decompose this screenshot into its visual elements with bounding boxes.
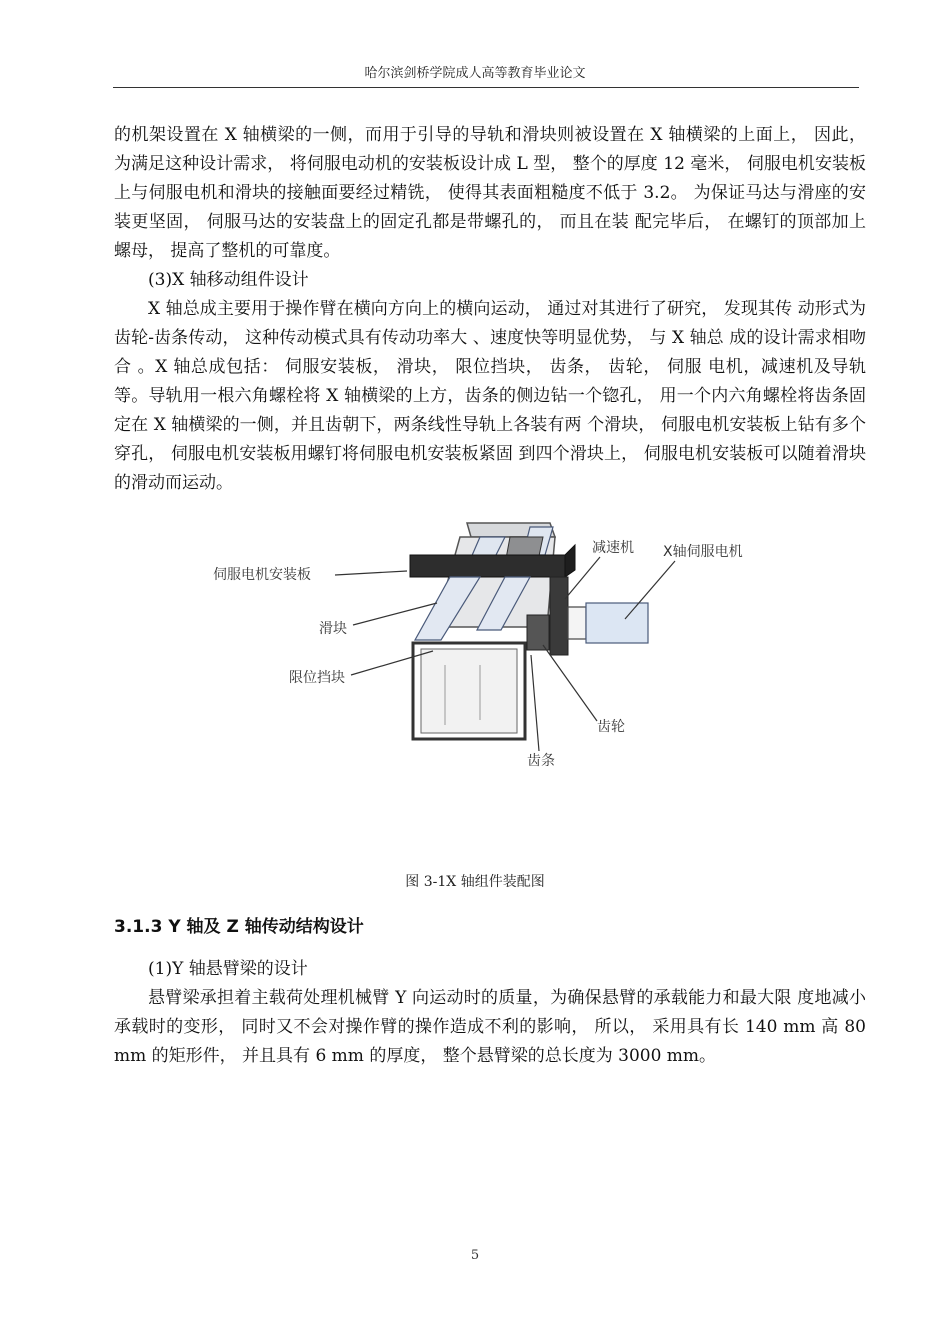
label-servo-motor: X轴伺服电机 — [663, 544, 743, 560]
figure-caption: 图 3-1X 轴组件装配图 — [405, 874, 545, 890]
section-heading: 3.1.3 Y 轴及 Z 轴传动结构设计 — [114, 917, 364, 937]
leader-slider — [353, 603, 437, 625]
label-reducer: 减速机 — [592, 540, 634, 556]
paragraph-y-axis-beam: 悬臂梁承担着主载荷处理机械臂 Y 向运动时的质量，为确保悬臂的承载能力和最大限 度地减小承载时的变形， 同时又不会对操作臂的操作造成不利的影响， 所以， 采用具有长 140 mm 高 80 mm 的矩形件， 并且具有 6 mm 的厚度， 整个悬臂梁的总长度为 3000 mm。 — [114, 988, 866, 1066]
leader-rack — [531, 655, 539, 751]
servo-mount-plate-side — [565, 545, 575, 577]
reducer — [568, 607, 586, 639]
gear — [527, 615, 549, 650]
label-slider: 滑块 — [319, 621, 347, 637]
leader-servo-mount-plate — [335, 571, 407, 575]
label-servo-mount-plate: 伺服电机安装板 — [213, 567, 311, 583]
x-axis-assembly-figure — [205, 515, 765, 800]
leader-gear — [543, 645, 597, 721]
leader-servo-motor — [625, 561, 675, 619]
paragraph-mount-plate: 的机架设置在 X 轴横梁的一侧，而用于引导的导轨和滑块则被设置在 X 轴横梁的上面上， 因此， 为满足这种设计需求， 将伺服电动机的安装板设计成 L 型， 整个的厚度 12 毫米， 伺服电机安装板上与伺服电机和滑块的接触面要经过精铣， 使得其表面粗糙度不低于 3.2。 为保证马达与滑座的安装更坚固， 伺服马达的安装盘上的固定孔都是带螺孔的， 而且在装 配完毕后， 在螺钉的顶部加上螺母， 提高了整机的可靠度。 — [114, 125, 866, 261]
body-text-bottom — [114, 955, 866, 1071]
x-axis-servo-motor — [586, 603, 648, 643]
paragraph-x-axis-description: X 轴总成主要用于操作臂在横向方向上的横向运动， 通过对其进行了研究， 发现其传 动形式为齿轮-齿条传动， 这种传动模式具有传动功率大 、速度快等明显优势， 与 X 轴总 成的设计需求相吻合 。X 轴总成包括： 伺服安装板， 滑块， 限位挡块， 齿条， 齿轮， 伺服 电机，减速机及导轨等。导轨用一根六角螺栓将 X 轴横梁的上方，齿条的侧边钻一个锪孔， 用一个内六角螺栓将齿条固定在 X 轴横梁的一侧，并且齿朝下，两条线性导轨上各装有两 个滑块， 伺服电机安装板上钻有多个穿孔， 伺服电机安装板用螺钉将伺服电机安装板紧固 到四个滑块上， 伺服电机安装板可以随着滑块的滑动而运动。 — [114, 299, 866, 493]
body-text-top — [114, 121, 866, 498]
label-rack: 齿条 — [527, 753, 555, 769]
header-rule — [113, 87, 859, 88]
reducer-plate — [550, 577, 568, 655]
page-header: 哈尔滨剑桥学院成人高等教育毕业论文 — [364, 66, 586, 81]
servo-mount-plate — [410, 555, 565, 577]
subheading-x-axis-assembly: (3)X 轴移动组件设计 — [148, 270, 309, 290]
x-beam-box-inner — [421, 649, 517, 733]
label-gear: 齿轮 — [597, 719, 625, 735]
label-limit-stop: 限位挡块 — [289, 670, 345, 686]
subheading-y-axis-beam: (1)Y 轴悬臂梁的设计 — [148, 959, 308, 979]
page-number: 5 — [470, 1248, 480, 1263]
